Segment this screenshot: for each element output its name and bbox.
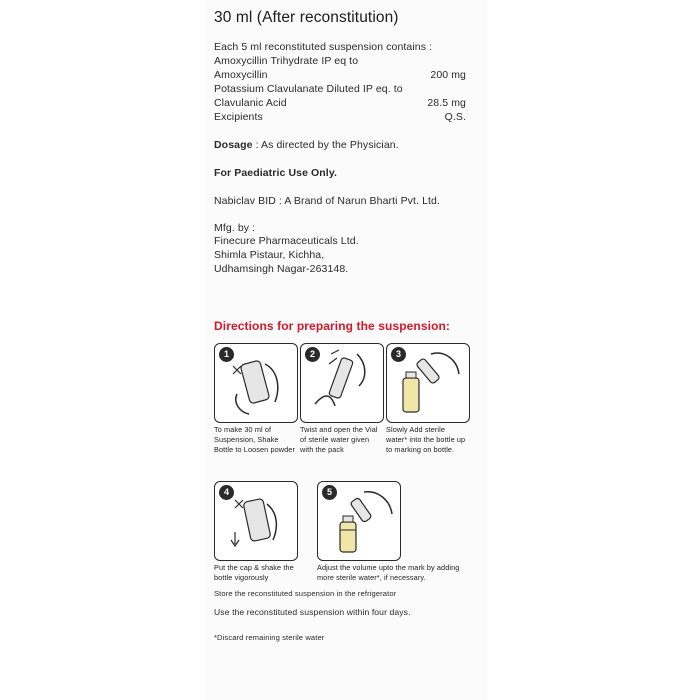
step-3-number: 3 xyxy=(391,347,406,362)
mfg-address2: Udhamsingh Nagar-263148. xyxy=(214,263,349,275)
left-white-margin xyxy=(0,0,205,700)
dosage-label: Dosage xyxy=(214,139,253,151)
directions-title: Directions for preparing the suspension: xyxy=(214,319,451,333)
composition-line4-name: Clavulanic Acid xyxy=(214,97,287,109)
composition-line2-name: Amoxycillin xyxy=(214,69,268,81)
step-2-illustration xyxy=(300,343,384,423)
composition-line5-value: Q.S. xyxy=(444,111,466,123)
step-1-illustration xyxy=(214,343,298,423)
composition-line5-name: Excipients xyxy=(214,111,263,123)
step-2-number: 2 xyxy=(305,347,320,362)
paediatric-note: For Paediatric Use Only. xyxy=(214,167,337,179)
discard-note: *Discard remaining sterile water xyxy=(214,633,325,642)
step-4-illustration xyxy=(214,481,298,561)
step-1-number: 1 xyxy=(219,347,234,362)
mfg-name: Finecure Pharmaceuticals Ltd. xyxy=(214,235,359,247)
step-1-text: To make 30 ml of Suspension, Shake Bottle to Loosen powder xyxy=(214,425,295,454)
mfg-address1: Shimla Pistaur, Kichha, xyxy=(214,249,325,261)
dosage-text: : As directed by the Physician. xyxy=(255,139,399,151)
step-5-text: Adjust the volume upto the mark by adding more sterile water*, if necessary. xyxy=(317,563,460,582)
step-3-text: Slowly Add sterile water* into the bottle up to marking on bottle. xyxy=(386,425,466,454)
step-4-number: 4 xyxy=(219,485,234,500)
composition-intro: Each 5 ml reconstituted suspension contains : xyxy=(214,41,433,53)
composition-line4-value: 28.5 mg xyxy=(427,97,466,109)
composition-line1: Amoxycillin Trihydrate IP eq to xyxy=(214,55,359,67)
right-white-margin xyxy=(487,0,690,700)
step-4-text: Put the cap & shake the bottle vigorously xyxy=(214,563,294,582)
composition-line2-value: 200 mg xyxy=(430,69,466,81)
dosage-line xyxy=(214,139,399,151)
step-2-text: Twist and open the Vial of sterile water given with the pack xyxy=(300,425,378,454)
composition-line3: Potassium Clavulanate Diluted IP eq. to xyxy=(214,83,403,95)
step-3-illustration xyxy=(386,343,470,423)
brand-line: Nabiclav BID : A Brand of Narun Bharti Pvt. Ltd. xyxy=(214,195,440,207)
step-5-illustration xyxy=(317,481,401,561)
step-5-number: 5 xyxy=(322,485,337,500)
mfg-label: Mfg. by : xyxy=(214,222,256,234)
use-within-note: Use the reconstituted suspension within four days. xyxy=(214,607,411,617)
volume-title: 30 ml (After reconstitution) xyxy=(214,9,399,26)
storage-note: Store the reconstituted suspension in the refrigerator xyxy=(214,589,397,598)
